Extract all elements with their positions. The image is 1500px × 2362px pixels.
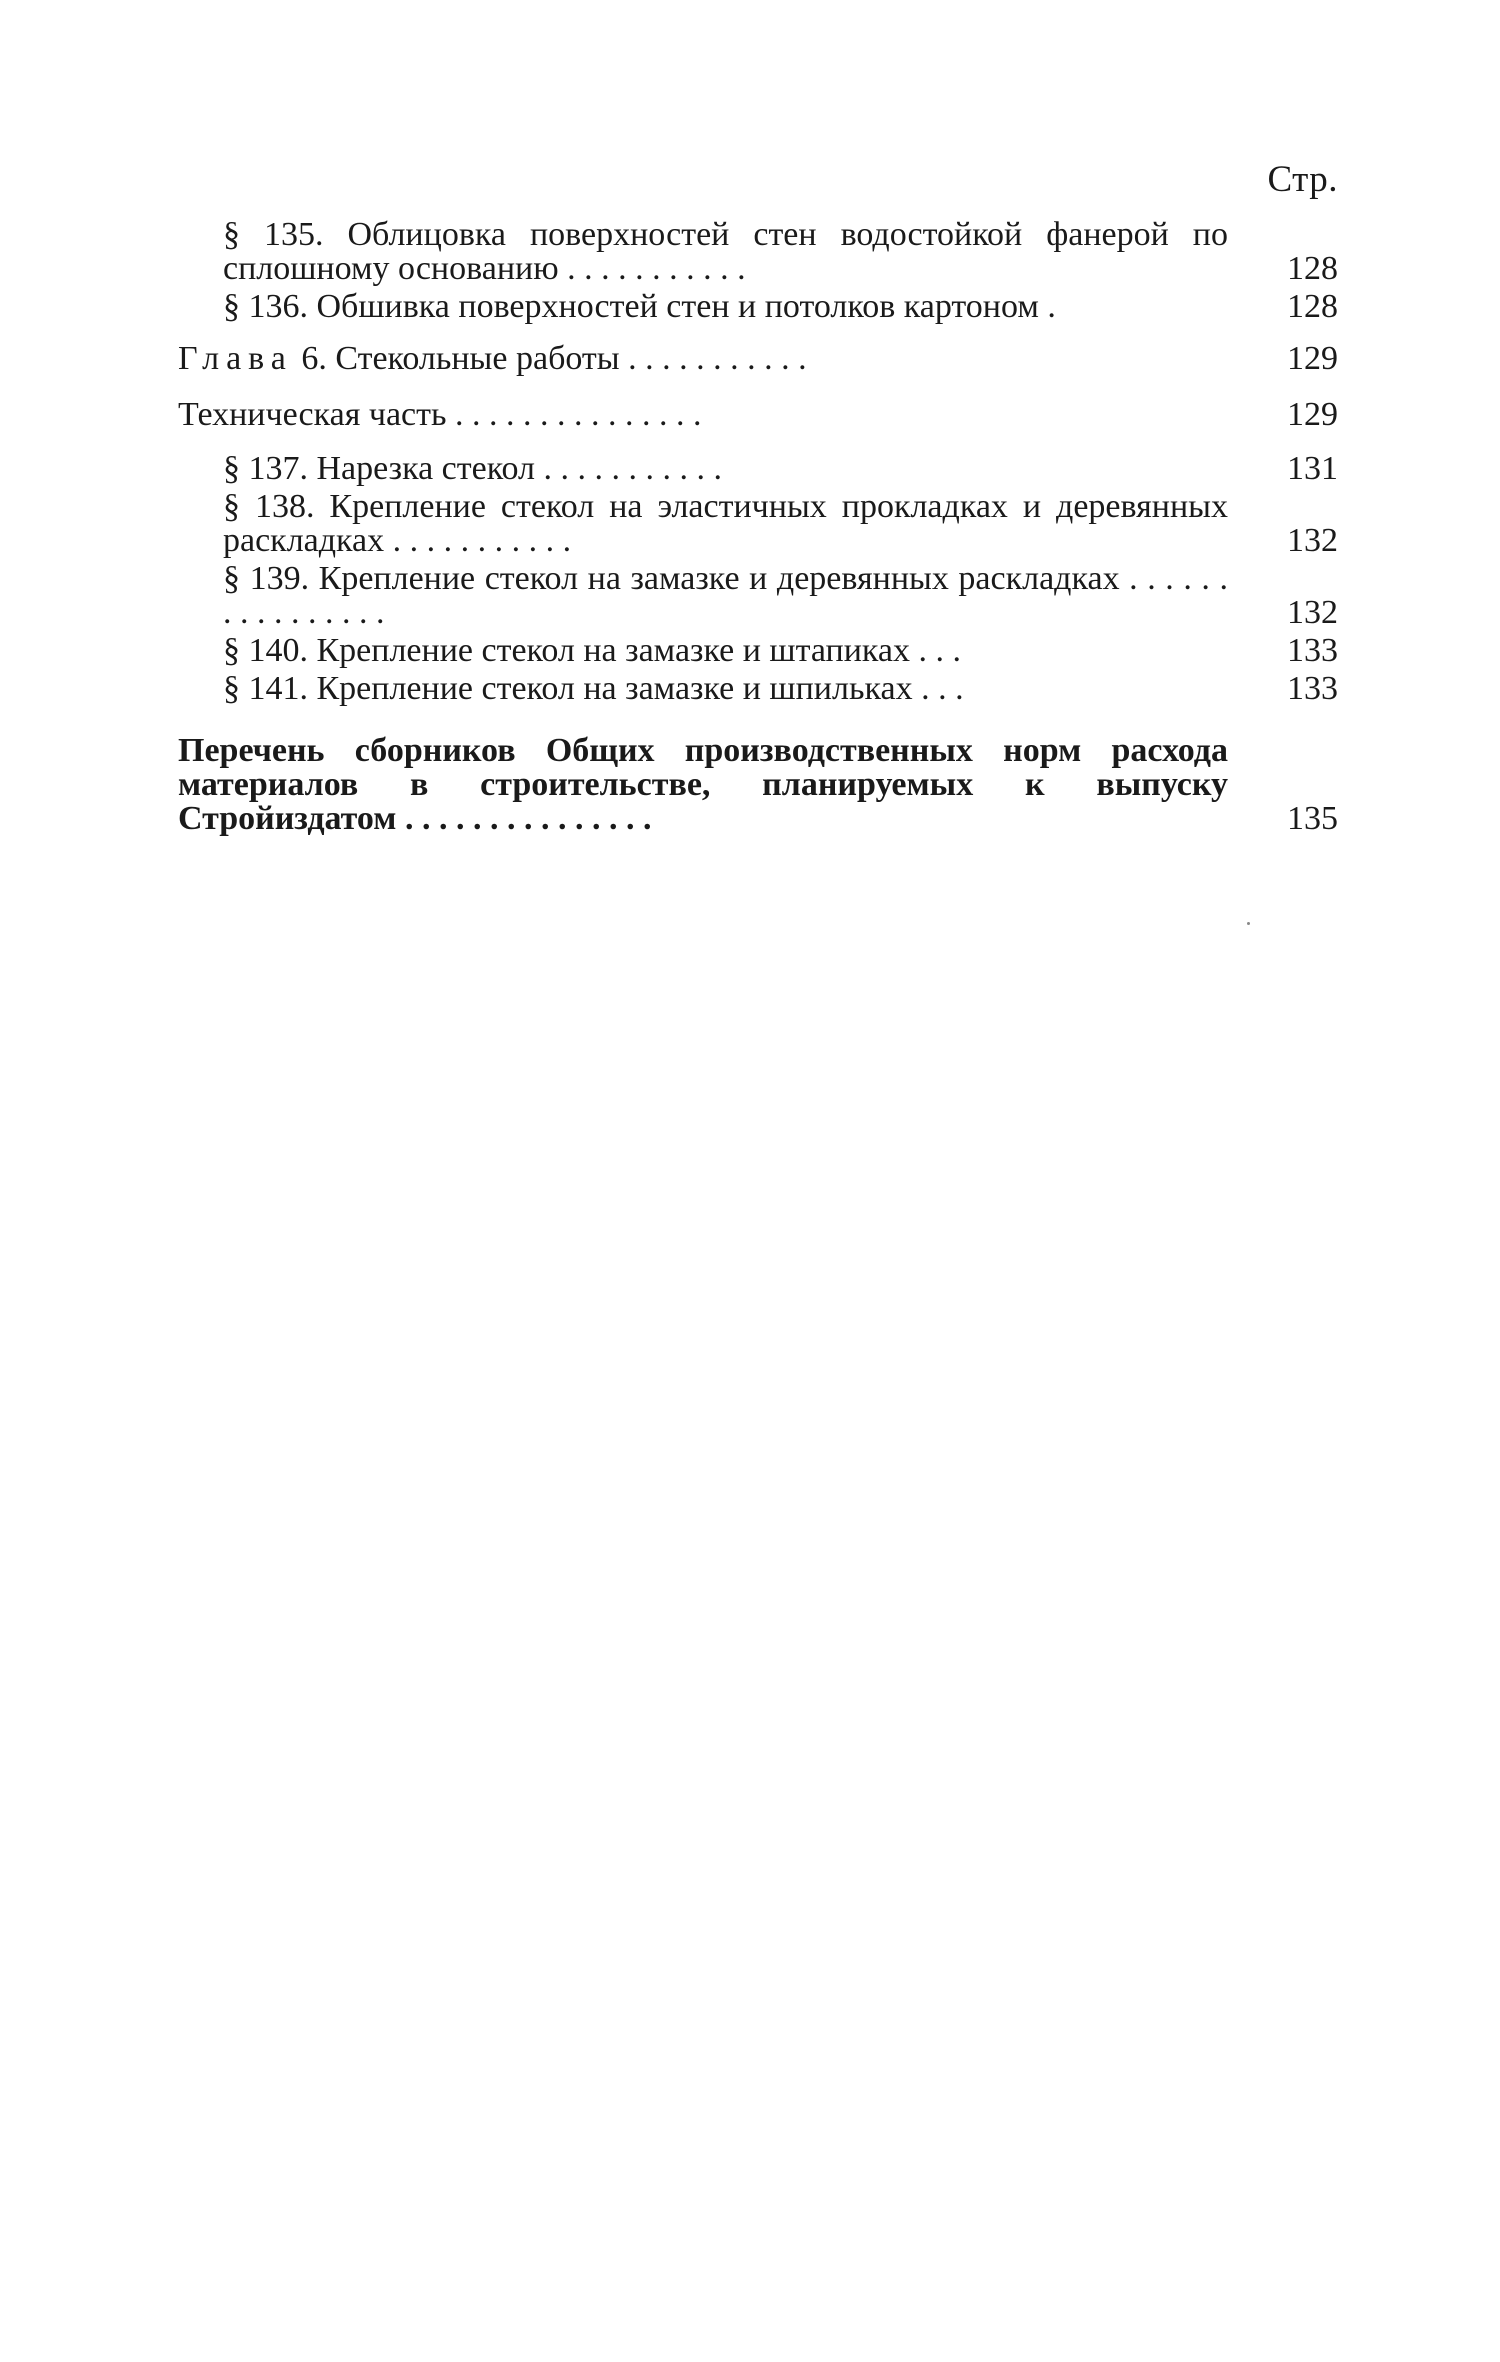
toc-entry-text: § 141. Крепление стекол на замазке и шпильках . . . <box>223 670 964 707</box>
toc-entry-page: 129 <box>1287 396 1338 433</box>
toc-entry-text: § 138. Крепление стекол на эластичных прокладках и деревянных раскладках . . . . . . . . . . . <box>223 488 1228 559</box>
toc-entry-138 <box>178 490 1338 558</box>
toc-entry-text <box>178 342 1228 376</box>
toc-entry-text: § 136. Обшивка поверхностей стен и потолков картоном . <box>223 288 1056 325</box>
chapter-title: 6. Стекольные работы . . . . . . . . . . . <box>292 340 807 377</box>
print-speck <box>1247 922 1250 925</box>
toc-entry-page: 128 <box>1287 250 1338 287</box>
toc-entry-text: § 140. Крепление стекол на замазке и штапиках . . . <box>223 632 962 669</box>
toc-entry-page: 131 <box>1287 450 1338 487</box>
table-of-contents <box>178 218 1338 836</box>
toc-entry-page: 129 <box>1287 340 1338 377</box>
page-column-header: Стр. <box>1267 159 1338 200</box>
toc-entry-text: Техническая часть . . . . . . . . . . . . . . . <box>178 396 702 433</box>
toc-entry-technical-part <box>178 398 1338 432</box>
toc-entry-chapter-6 <box>178 342 1338 376</box>
toc-entry-141 <box>178 672 1338 706</box>
toc-entry-norms-list <box>178 734 1338 836</box>
toc-entry-135 <box>178 218 1338 286</box>
toc-entry-140 <box>178 634 1338 668</box>
toc-entry-page: 135 <box>1287 800 1338 837</box>
toc-entry-page: 133 <box>1287 670 1338 707</box>
toc-entry-136 <box>178 290 1338 324</box>
toc-entry-139 <box>178 562 1338 630</box>
toc-entry-137 <box>178 452 1338 486</box>
toc-entry-page: 132 <box>1287 522 1338 559</box>
toc-entry-text: § 139. Крепление стекол на замазке и деревянных раскладках . . . . . . . . . . . . . . . . <box>223 560 1228 631</box>
toc-entry-text: Перечень сборников Общих производственных норм расхода материалов в строительстве, планируемых к выпуску Стройиздатом . . . . . . . . . . . . . . . <box>178 732 1228 837</box>
toc-entry-text: § 137. Нарезка стекол . . . . . . . . . . . <box>223 450 723 487</box>
toc-entry-text: § 135. Облицовка поверхностей стен водостойкой фанерой по сплошному основанию . . . . . . . . . . . <box>223 216 1228 287</box>
toc-entry-page: 128 <box>1287 288 1338 325</box>
chapter-word: Глава <box>178 340 293 377</box>
toc-entry-page: 133 <box>1287 632 1338 669</box>
toc-entry-page: 132 <box>1287 594 1338 631</box>
